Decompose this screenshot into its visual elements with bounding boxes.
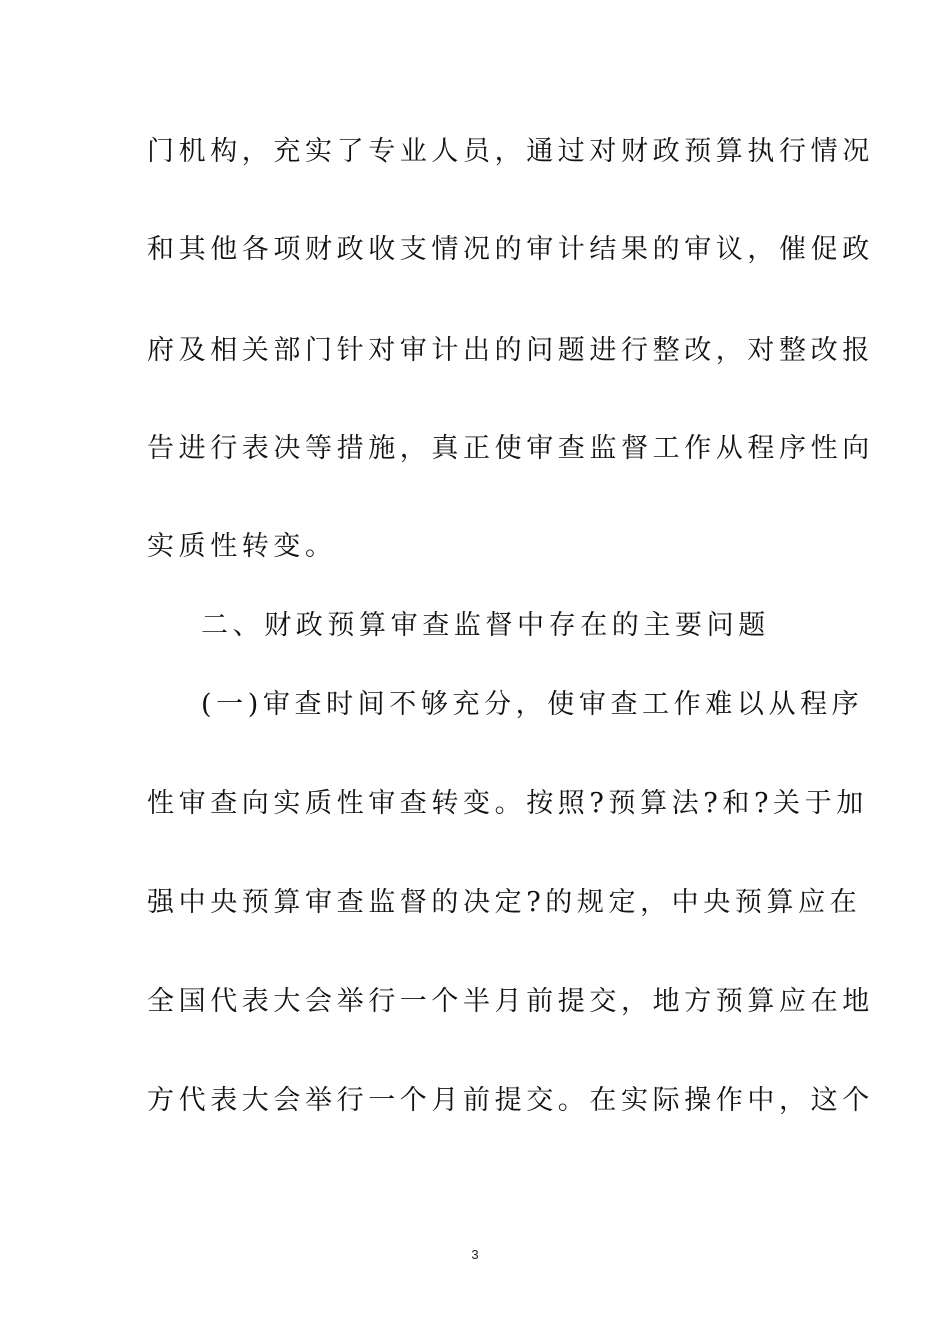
text-line-9: 强中央预算审查监督的决定?的规定，中央预算应在 bbox=[147, 887, 862, 918]
page-number: 3 bbox=[471, 1247, 479, 1262]
section-heading: 二、财政预算审查监督中存在的主要问题 bbox=[201, 610, 770, 641]
text-line-4: 告进行表决等措施，真正使审查监督工作从程序性向 bbox=[147, 433, 874, 464]
text-line-10: 全国代表大会举行一个半月前提交，地方预算应在地 bbox=[147, 986, 874, 1017]
text-line-11: 方代表大会举行一个月前提交。在实际操作中，这个 bbox=[147, 1085, 874, 1116]
text-line-3: 府及相关部门针对审计出的问题进行整改，对整改报 bbox=[147, 335, 874, 366]
subsection-heading-line: (一)审查时间不够充分，使审查工作难以从程序 bbox=[201, 689, 864, 720]
text-line-2: 和其他各项财政收支情况的审计结果的审议，催促政 bbox=[147, 234, 874, 265]
text-line-8: 性审查向实质性审查转变。按照?预算法?和?关于加 bbox=[147, 788, 868, 819]
text-line-5: 实质性转变。 bbox=[147, 531, 337, 562]
text-line-1: 门机构，充实了专业人员，通过对财政预算执行情况 bbox=[147, 136, 874, 167]
